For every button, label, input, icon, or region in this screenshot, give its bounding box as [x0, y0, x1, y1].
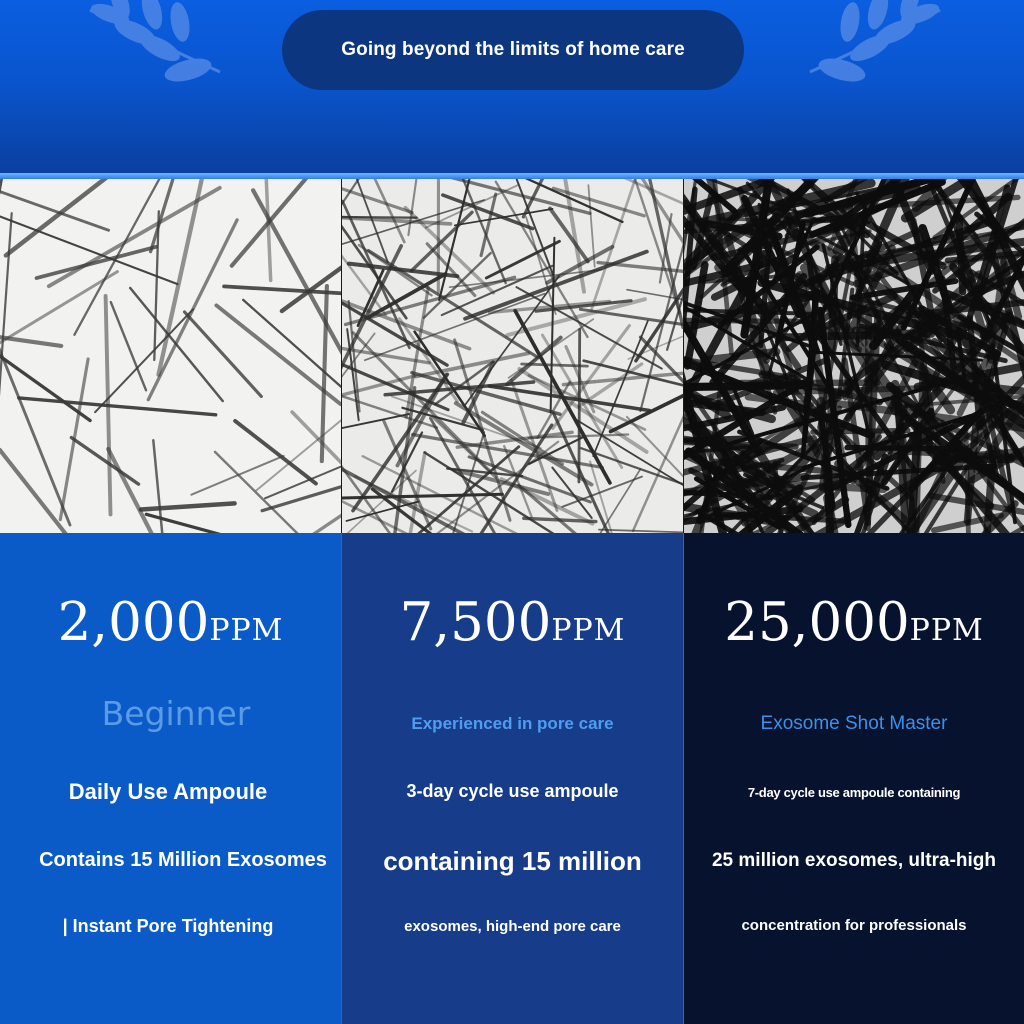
sparse-needle-microscopy-image [0, 179, 341, 533]
ppm-value: 7,500 [399, 592, 552, 653]
ppm-unit: PPM [209, 613, 284, 648]
ppm-value: 25,000 [724, 592, 910, 653]
description-line: Contains 15 Million Exosomes [39, 849, 327, 871]
description-line: Daily Use Ampoule [68, 779, 268, 804]
ppm-unit: PPM [909, 613, 984, 648]
dense-needle-microscopy-image [684, 179, 1024, 533]
medium-needle-microscopy-image [342, 179, 683, 533]
ppm-heading [342, 592, 683, 662]
tagline-pill [282, 10, 744, 90]
description-line: 3-day cycle use ampoule [406, 781, 619, 801]
description-line: concentration for professionals [741, 917, 967, 934]
description-line: | Instant Pore Tightening [62, 916, 274, 936]
laurel-branch-icon [800, 0, 950, 100]
laurel-branch-icon [80, 0, 230, 100]
level-label: Experienced in pore care [411, 714, 614, 733]
ppm-value: 2,000 [57, 592, 210, 653]
level-label: Exosome Shot Master [760, 713, 948, 734]
tagline-text: Going beyond the limits of home care [341, 39, 685, 60]
description-line: containing 15 million [383, 846, 642, 876]
ppm-unit: PPM [551, 613, 626, 648]
description-line: 7-day cycle use ampoule containing [747, 785, 961, 800]
ppm-heading [0, 592, 341, 662]
level-label: Beginner [101, 694, 251, 733]
ppm-heading [684, 592, 1024, 662]
description-line: exosomes, high-end pore care [404, 918, 621, 935]
description-line: 25 million exosomes, ultra-high [711, 850, 996, 871]
header-banner [0, 0, 1024, 175]
